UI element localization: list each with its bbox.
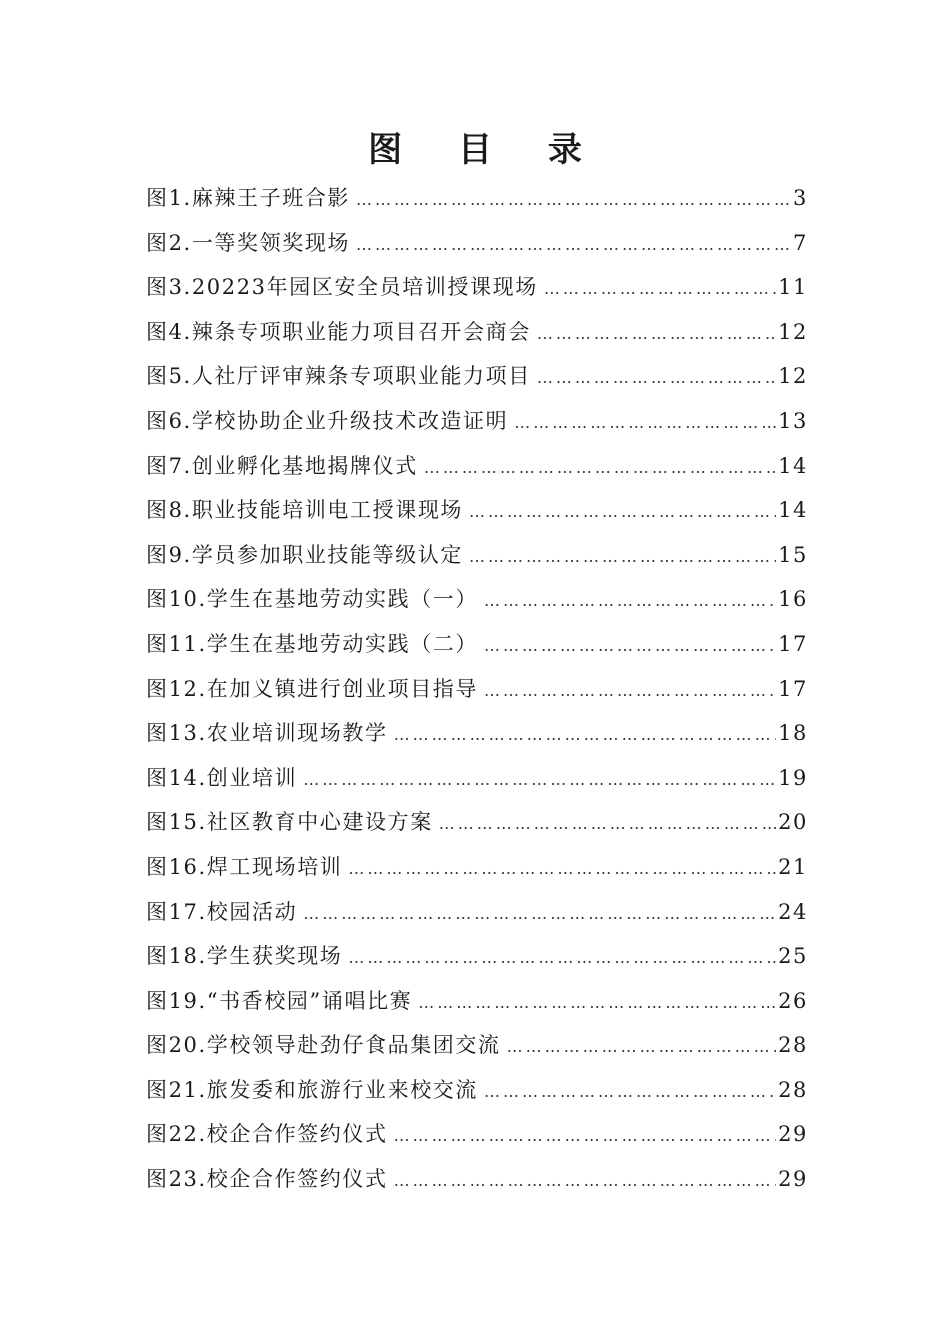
- toc-entry[interactable]: [146, 271, 808, 316]
- toc-entry[interactable]: [146, 806, 808, 851]
- toc-entry[interactable]: [146, 1074, 808, 1119]
- toc-entry[interactable]: [146, 940, 808, 985]
- dot-leader: [544, 279, 776, 298]
- dot-leader: [484, 681, 776, 700]
- toc-entry-page: 26: [778, 988, 808, 1013]
- toc-entry[interactable]: [146, 762, 808, 807]
- toc-entry[interactable]: [146, 717, 808, 762]
- toc-entry-page: 15: [778, 542, 808, 567]
- dot-leader: [394, 1171, 776, 1190]
- page-title: 图 目 录: [368, 130, 604, 170]
- toc-entry[interactable]: [146, 182, 808, 227]
- toc-entry-page: 20: [778, 810, 808, 835]
- toc-entry-page: 28: [778, 1077, 808, 1102]
- toc-entry-label: 图8.职业技能培训电工授课现场: [146, 498, 464, 523]
- toc-entry-page: 14: [778, 498, 808, 523]
- toc-entry-label: 图3.20223年园区安全员培训授课现场: [146, 275, 538, 300]
- dot-leader: [348, 859, 776, 878]
- toc-entry-page: 17: [778, 676, 808, 701]
- toc-entry[interactable]: [146, 673, 808, 718]
- toc-entry[interactable]: [146, 851, 808, 896]
- toc-entry-page: 21: [778, 854, 808, 879]
- toc-entry-page: 29: [778, 1167, 808, 1192]
- toc-entry-label: 图2.一等奖领奖现场: [146, 230, 351, 255]
- toc-entry[interactable]: [146, 1163, 808, 1208]
- toc-entry-page: 19: [778, 765, 808, 790]
- toc-entry[interactable]: [146, 896, 808, 941]
- toc-entry-label: 图10.学生在基地劳动实践（一）: [146, 587, 478, 612]
- dot-leader: [356, 235, 791, 254]
- toc-entry-page: 24: [778, 899, 808, 924]
- toc-entry[interactable]: [146, 405, 808, 450]
- dot-leader: [537, 368, 776, 387]
- dot-leader: [356, 190, 791, 209]
- dot-leader: [394, 1126, 776, 1145]
- toc-entry[interactable]: [146, 450, 808, 495]
- toc-entry[interactable]: [146, 316, 808, 361]
- toc-entry[interactable]: [146, 494, 808, 539]
- toc-entry[interactable]: [146, 227, 808, 272]
- dot-leader: [507, 1037, 776, 1056]
- toc-entry-label: 图22.校企合作签约仪式: [146, 1122, 388, 1147]
- toc-entry[interactable]: [146, 985, 808, 1030]
- toc-entry-label: 图18.学生获奖现场: [146, 944, 343, 969]
- toc-entry-label: 图9.学员参加职业技能等级认定: [146, 542, 464, 567]
- dot-leader: [394, 725, 776, 744]
- toc-entry[interactable]: [146, 539, 808, 584]
- toc-entry-label: 图19.“书香校园”诵唱比赛: [146, 988, 413, 1013]
- toc-entry-page: 28: [778, 1033, 808, 1058]
- toc-entry-label: 图12.在加义镇进行创业项目指导: [146, 676, 478, 701]
- toc-entry-label: 图20.学校领导赴劲仔食品集团交流: [146, 1033, 501, 1058]
- dot-leader: [348, 948, 776, 967]
- toc-entry-page: 18: [778, 721, 808, 746]
- toc-entry-label: 图11.学生在基地劳动实践（二）: [146, 631, 478, 656]
- toc-entry-label: 图23.校企合作签约仪式: [146, 1167, 388, 1192]
- toc-entry-label: 图17.校园活动: [146, 899, 298, 924]
- toc-entry-label: 图6.学校协助企业升级技术改造证明: [146, 408, 509, 433]
- toc-entry-label: 图7.创业孵化基地揭牌仪式: [146, 453, 418, 478]
- toc-entry-page: 3: [793, 186, 808, 210]
- dot-leader: [484, 1082, 776, 1101]
- toc-entry-page: 25: [778, 944, 808, 969]
- dot-leader: [439, 814, 776, 833]
- toc-entry-page: 14: [778, 453, 808, 478]
- dot-leader: [469, 502, 776, 521]
- dot-leader: [424, 458, 776, 477]
- toc-entry-page: 12: [778, 319, 808, 344]
- toc-entry-label: 图16.焊工现场培训: [146, 854, 343, 879]
- toc-entry-page: 11: [778, 275, 808, 300]
- dot-leader: [418, 993, 776, 1012]
- toc-entry-label: 图1.麻辣王子班合影: [146, 186, 351, 210]
- dot-leader: [469, 547, 776, 566]
- toc-entry-label: 图14.创业培训: [146, 765, 298, 790]
- toc-entry-label: 图5.人社厅评审辣条专项职业能力项目: [146, 364, 531, 389]
- dot-leader: [484, 591, 776, 610]
- toc-entry-page: 17: [778, 631, 808, 656]
- dot-leader: [514, 413, 776, 432]
- toc-entry[interactable]: [146, 628, 808, 673]
- toc-entry[interactable]: [146, 360, 808, 405]
- dot-leader: [303, 904, 776, 923]
- figure-list: [146, 182, 808, 1208]
- toc-entry-label: 图13.农业培训现场教学: [146, 721, 388, 746]
- toc-entry-page: 13: [778, 408, 808, 433]
- dot-leader: [484, 636, 776, 655]
- toc-entry-page: 29: [778, 1122, 808, 1147]
- toc-entry-label: 图21.旅发委和旅游行业来校交流: [146, 1077, 478, 1102]
- toc-entry-page: 16: [778, 587, 808, 612]
- toc-entry-page: 12: [778, 364, 808, 389]
- toc-entry-label: 图4.辣条专项职业能力项目召开会商会: [146, 319, 531, 344]
- toc-entry[interactable]: [146, 1029, 808, 1074]
- toc-entry-label: 图15.社区教育中心建设方案: [146, 810, 433, 835]
- dot-leader: [303, 770, 776, 789]
- toc-entry-page: 7: [793, 230, 808, 255]
- dot-leader: [537, 324, 776, 343]
- toc-entry[interactable]: [146, 583, 808, 628]
- toc-entry[interactable]: [146, 1118, 808, 1163]
